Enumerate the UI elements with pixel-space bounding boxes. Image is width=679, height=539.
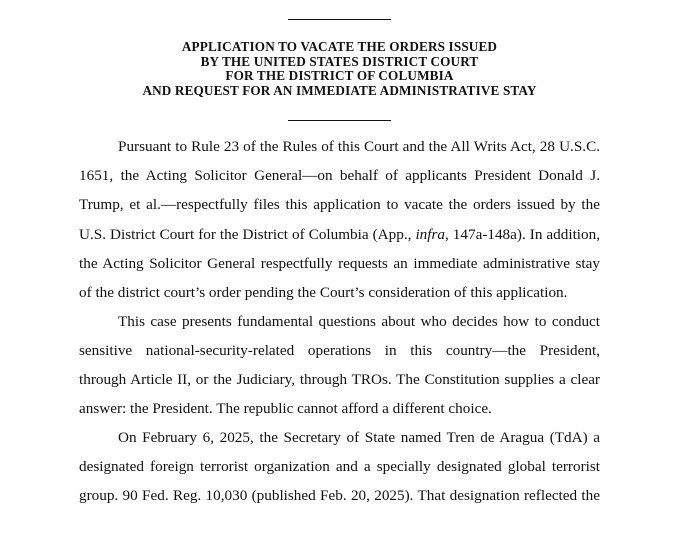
body-line: sensitive national-security-related operations in this country—the President,: [79, 342, 600, 359]
heading-line: AND REQUEST FOR AN IMMEDIATE ADMINISTRATIVE STAY: [142, 82, 537, 98]
body-text: U.S. District Court for the District of Columbia (App.,: [79, 226, 416, 243]
heading-line: FOR THE DISTRICT OF COLUMBIA: [225, 68, 454, 84]
body-line: Pursuant to Rule 23 of the Rules of this Court and the All Writs Act, 28 U.S.C.: [118, 138, 600, 155]
body-line: designated foreign terrorist organization and a specially designated global terrorist: [79, 458, 600, 475]
body-line: [79, 226, 600, 244]
top-divider-rule: [288, 19, 391, 20]
body-line: answer: the President. The republic cannot afford a different choice.: [79, 400, 492, 417]
bottom-divider-rule: [288, 120, 391, 121]
body-line: through Article II, or the Judiciary, through TROs. The Constitution supplies a clear: [79, 371, 600, 388]
document-heading: [60, 40, 619, 98]
body-line: group. 90 Fed. Reg. 10,030 (published Feb. 20, 2025). That designation reflected the: [79, 487, 600, 504]
heading-line: APPLICATION TO VACATE THE ORDERS ISSUED: [181, 39, 498, 54]
body-text: , 147a-148a). In addition,: [444, 226, 600, 243]
body-line: On February 6, 2025, the Secretary of State named Tren de Aragua (TdA) a: [118, 429, 600, 446]
italic-citation: infra: [415, 226, 445, 243]
body-line: This case presents fundamental questions about who decides how to conduct: [118, 313, 600, 330]
body-line: the Acting Solicitor General respectfully requests an immediate administrative stay: [79, 255, 600, 272]
heading-line: BY THE UNITED STATES DISTRICT COURT: [200, 53, 479, 69]
body-line: of the district court’s order pending the Court’s consideration of this application.: [79, 284, 568, 301]
body-line: 1651, the Acting Solicitor General—on behalf of applicants President Donald J.: [79, 167, 600, 184]
body-line: Trump, et al.—respectfully files this application to vacate the orders issued by the: [79, 196, 600, 213]
